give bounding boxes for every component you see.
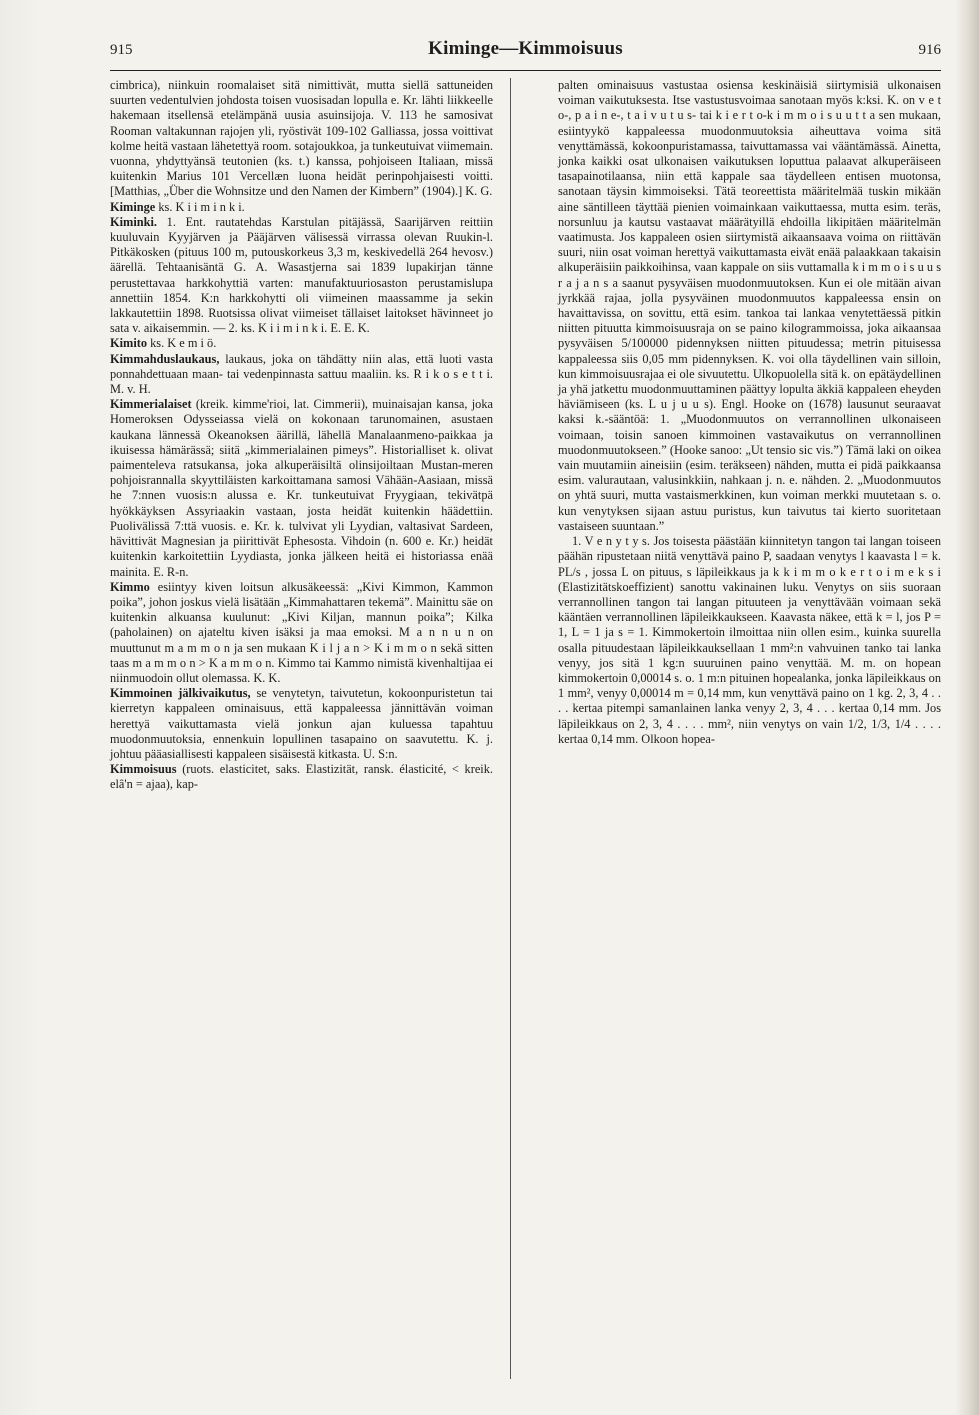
entry-kimmoisuus: Kimmoisuus (ruots. elasticitet, saks. Elastizität, ransk. élasticité, < kreik. elâ'n = ajaa), kap-	[110, 762, 493, 792]
page-header	[110, 36, 941, 71]
column-divider	[510, 78, 511, 1379]
running-head: Kiminge—Kimmoisuus	[428, 38, 623, 59]
headword: Kimmahduslaukaus,	[110, 351, 220, 366]
entry-kimmahduslaukaus: Kimmahduslaukaus, laukaus, joka on tähdätty niin alas, että luoti vasta ponnahdettuaan maan- tai vedenpinnasta sattuu maaliin. ks. R i k o s e t t i. M. v. H.	[110, 351, 493, 397]
entry-kimmo: Kimmo esiintyy kiven loitsun alkusäkeessä: „Kivi Kimmon, Kammon poika”, johon joskus vielä lisätään „Kimmahattaren tekemä”. Mainittu säe on kuitenkin alkuansa kuulunut: „Kivi Kiljan, mannun poika”; Kilka (paholainen) on ajateltu kiven isäksi ja maa emoksi. M a n n u n on muuttunut m a m m o n ja sen mukaan K i l j a n > K i m m o n sekä sitten taas m a m m o n > K a m m o n. Kimmo tai Kammo nimistä kivenhaltijaa ei niinmuodoin ollut olemassa. K. K.	[110, 579, 493, 685]
entry-kimmoisuus-continued: palten ominaisuus vastustaa osiensa keskinäisiä siirtymisiä ulkonaisen voiman vaikutuksesta. Itse vastustusvoimaa sanotaan myös k:ksi. K. on v e t o-, p a i n e-, t a i v u t u s- tai k i e r t o-k i m m o i s u u t t a sen mukaan, esiintyykö kappaleessa muodonmuutoksia aiheuttava voima sitä venyttämässä, kokoonpuristamassa, taivuttamassa vai vääntämässä. Ainetta, jonka kaikki osat ulkonaisen vaikutuksen loputtua palaavat alkuperäiseen tasapainotilaansa, niin että kappale saa täydelleen entisen muotonsa, sanotaan täysin kimmoiseksi. Tätä teoreettista määritelmää tuskin mikään aine säntilleen täyttää pienien voimainkaan vaikuttaessa, mutta esim. teräs, norsunluu ja kautsu vastaavat määrätyillä ehdoilla likipitäen määritelmän vaatimusta. Jos kappaleen osien siirtymistä aikaansaava voima on riittävän suuri, niin osat voiman herettyä vaikuttamasta eivät enää palaakkaan takaisin alkuperäisiin paikkoihinsa, vaan kappale on siis vuttamalla k i m m o i s u u s r a j a n s a saanut pysyväisen muodonmuutoksen. Kun ei ole mitään aivan jyrkkää rajaa, jolla pysyväinen muodonmuutos kappaleessa ensin on havaittavissa, on sovittu, että esim. tankoa tai lankaa venytettäessä pitkin niitten pituutta kimmoisuusraja on se paino kilogrammoissa, joka aikaansaa pysyväisen 5/100000 pidennyksen niitten pituudessa; metrin pituisessa kappaleessa siis 0,05 mm pidennyksen. K. voi olla täydellinen vain silloin, kun kimmoisuusrajaa ei ole sivuutettu. Ulkopuolella sitä k. on epätäydellinen ja yhä jatkettu muodonmuuttaminen päättyy lopulta äkkiä kappaleen eheyden häviämiseen (ks. L u j u u s). Engl. Hooke on (1678) lausunut seuraavat kaksi k.-sääntöä: 1. „Muodonmuutos on verrannollinen ulkonaiseen voimaan, toisin sanoen kimmoinen vastavaikutus on verrannollinen muodonmuutokseen.” (Hooke sanoo: „Ut tensio sic vis.”) Tämä laki on oikea vain muutamiin aineisiin (esim. teräkseen) nähden, mutta ei pidä paikkaansa esim. valurautaan, valusinkkiin, nahkaan j. n. e. nähden. 2. „Muodonmuutos on yhtä suuri, mutta vastaismerkkinen, kun voiman merkki muutetaan s. o. kun venytyksen sijaan astuu puristus, kun taivutus tai kierto suoritetaan vastaiseen suuntaan.”	[558, 78, 941, 533]
entry-continuation: cimbrica), niinkuin roomalaiset sitä nimittivät, mutta siellä sattuneiden suurten vedentulvien johdosta toisen vuosisadan lopulla e. Kr. lähti liikkeelle hakemaan itsellensä etelämpänä uusia asuinsijoja. V. 113 he samosivat Rooman valtakunnan rajojen yli, ryöstivät 109-102 Galliassa, jossa voittivat kolme heitä vastaan lähetettyä room. sotajoukkoa, ja tunkeutuivat viimemain. vuonna, yhdyttyänsä teutonien (ks. t.) kanssa, pohjoiseen Italiaan, missä kuitenkin Marius 101 Vercellæn luona heidät perinpohjaisesti voitti. [Matthias, „Über die Wohnsitze und den Namen der Kimbern” (1904).] K. G.	[110, 78, 493, 199]
headword: Kiminki.	[110, 214, 157, 229]
headword: Kiminge	[110, 199, 156, 214]
page-left-margin-shadow	[0, 0, 40, 1415]
left-column	[110, 78, 493, 1379]
entry-kimmerialaiset: Kimmerialaiset (kreik. kimme'rioi, lat. Cimmerii), muinaisajan kansa, joka Homeroksen Odysseiassa vielä on kokonaan tarunomainen, asustaen kaukana lännessä Okeanoksen äärillä, lähellä Manalaanmeno-paikkaa ja ikuisessa hämärässä; siitä „kimmerialainen pimeys”. Historialliset k. olivat paimenteleva ratsukansa, joka alkuperäisiltä olinsijoiltaan Mustan-meren pohjoisrannalla skyyttiläisten karkoittamana samosi Vähään-Aasiaan, missä he 7:nnen vuosis:n alussa e. Kr. tunkeutuivat Fryygiaan, tekivätpä hyökkäyksen Assyriaakin vastaan, josta heidät kuitenkin häädettiin. Puolivälissä 7:ttä vuosis. e. Kr. k. tulvivat yli Lyydian, valtasivat Sardeen, hävittivät Magnesian ja piirittivät Ephesosta. Vihdoin (n. 600 e. Kr.) heidät kuitenkin karkoitettiin Lyydiasta, jonka jälkeen heitä ei historiassa enää mainita. E. R-n.	[110, 397, 493, 579]
page-right-edge-shadow	[955, 0, 979, 1415]
entry-kiminki: Kiminki. 1. Ent. rautatehdas Karstulan pitäjässä, Saarijärven reittiin kuuluvain Kyyjärven ja Pääjärven välisessä virrassa olevan Ruukin-l. Pitkäkosken (pituus 100 m, putouskorkeus 3,3 m, keskivedellä 264 hevosv.) äärellä. Tehtaanisäntä G. A. Wasastjerna sai 1839 lupakirjan tänne perustettavaa harkkohyttiä varten: manufaktuuriosaston perustamislupa annettiin 1854. K:n harkkohytti oli viimeinen maassamme ja sekin lakkautettiin 1898. Ruotsissa olivat viimeiset tällaiset laitokset hävinneet jo sata v. aikaisemmin. — 2. ks. K i i m i n k i. E. E. K.	[110, 214, 493, 336]
headword: Kimmerialaiset	[110, 397, 192, 412]
page-number-right: 916	[918, 42, 941, 58]
page-number-left: 915	[110, 42, 133, 58]
entry-venytys: 1. V e n y t y s. Jos toisesta päästään kiinnitetyn tangon tai langan toiseen päähän ripustetaan niitä venyttävä paino P, saadaan venytys l kaavasta l = k. PL/s , jossa L on pituus, s läpileikkaus ja k k i m m o k e r t o i m e k s i (Elastizitätskoeffizient) sanottu vakinainen luku. Venytys on siis suoraan verrannollinen tangon tai langan pituuteen ja venyttävään voimaan sekä kääntäen verrannollinen läpileikkaukseen. Kaavasta näkee, että k = l, jos P = 1, L = 1 ja s = 1. Kimmokertoin ilmoittaa niin ollen esim., kuinka suurella osalla pituudestaan läpileikkauksellaan 1 mm²:n vahvuinen tanko tai lanka venyy, jos sitä 1 kg:n suuruinen paino venyttää. M. m. on hopean kimmokertoin 0,00014 s. o. 1 m:n pituinen hopealanka, jonka läpileikkaus on 1 mm², venyy 0,00014 m = 0,14 mm, kun venyttävä paino on 1 kg. 2, 3, 4 . . . . kertaa pitempi samanlainen lanka venyy 2, 3, 4 . . . kertaa 0,14 mm. Jos läpileikkaus on 2, 3, 4 . . . . mm², niin venytys on vain 1/2, 1/3, 1/4 . . . . kertaa 0,14 mm. Olkoon hopea-	[558, 534, 941, 746]
headword: Kimmo	[110, 579, 150, 594]
right-column	[558, 78, 941, 1379]
entry-kiminge: Kiminge ks. K i i m i n k i.	[110, 199, 245, 214]
text-columns	[110, 78, 941, 1379]
headword: Kimmoinen jälkivaikutus,	[110, 686, 251, 701]
entry-kimito: Kimito ks. K e m i ö.	[110, 336, 217, 351]
headword: Kimmoisuus	[110, 762, 177, 777]
headword: Kimito	[110, 336, 148, 351]
entry-kimmoinen-jalkivaikutus: Kimmoinen jälkivaikutus, se venytetyn, taivutetun, kokoonpuristetun tai kierretyn kappaleen ominaisuus, että kappaleessa jännittävän voiman herettyä vaikuttamasta vielä jonkun ajan kuluessa tapahtuu muodonmuutoksia, ennenkuin lopullinen tasapaino on saavutettu. K. j. johtuu pääasiallisesti kappaleen sisäisestä kitkasta. U. S:n.	[110, 686, 493, 761]
